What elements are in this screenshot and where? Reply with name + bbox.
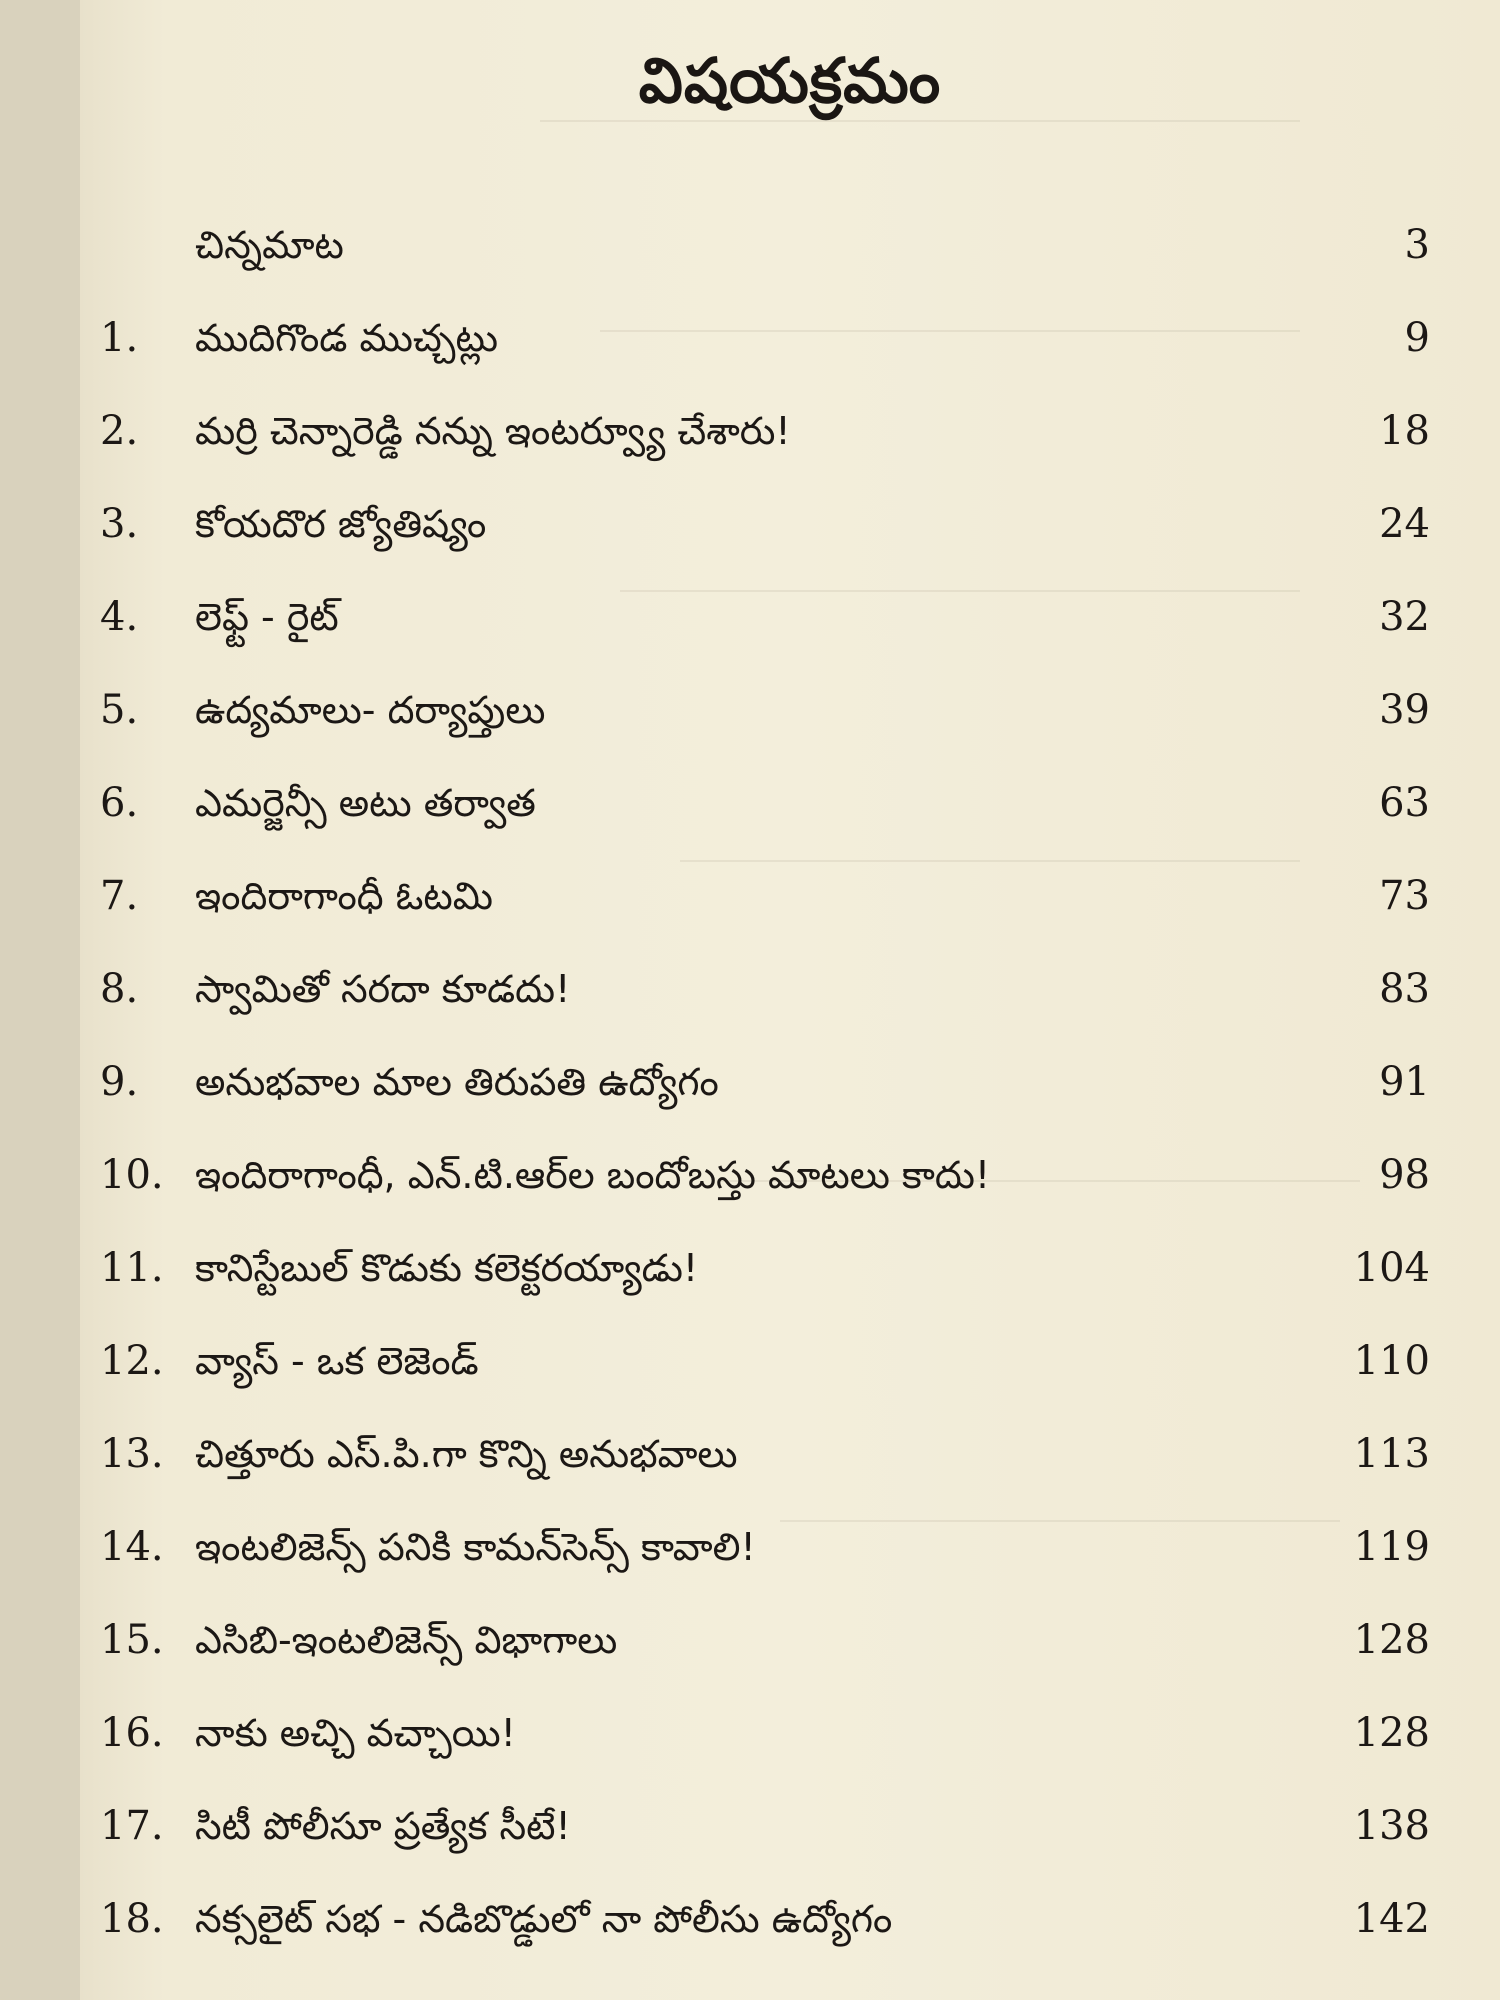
- page-title: విషయక్రమం: [638, 44, 942, 117]
- toc-page-number: 83: [1379, 966, 1430, 1012]
- table-of-contents: [100, 222, 1430, 1989]
- toc-title: ఎమర్జెన్సీ అటు తర్వాత: [195, 781, 536, 825]
- book-page: [80, 0, 1500, 2000]
- toc-title: ఉద్యమాలు- దర్యాప్తులు: [195, 688, 546, 732]
- toc-title: కోయదొర జ్యోతిష్యం: [195, 502, 487, 546]
- toc-number: 7.: [100, 873, 139, 919]
- toc-row: [100, 966, 1430, 1059]
- toc-title: ఇందిరాగాంధీ ఓటమి: [195, 874, 493, 918]
- toc-page-number: 32: [1379, 594, 1430, 640]
- toc-page-number: 24: [1379, 501, 1430, 547]
- toc-page-number: 128: [1353, 1617, 1430, 1663]
- toc-row: [100, 594, 1430, 687]
- toc-title: స్వామితో సరదా కూడదు!: [195, 967, 571, 1011]
- toc-number: 15.: [100, 1617, 164, 1663]
- toc-number: 18.: [100, 1896, 164, 1942]
- toc-page-number: 9: [1404, 315, 1430, 361]
- toc-page-number: 110: [1353, 1338, 1430, 1384]
- toc-page-number: 119: [1353, 1524, 1430, 1570]
- toc-number: 4.: [100, 594, 139, 640]
- toc-page-number: 142: [1353, 1896, 1430, 1942]
- toc-number: 12.: [100, 1338, 164, 1384]
- toc-row: [100, 1896, 1430, 1989]
- toc-row: [100, 687, 1430, 780]
- toc-title: ఇంటలిజెన్స్ పనికి కామన్‌సెన్స్ కావాలి!: [195, 1525, 756, 1569]
- toc-number: 9.: [100, 1059, 139, 1105]
- toc-number: 2.: [100, 408, 139, 454]
- toc-page-number: 63: [1379, 780, 1430, 826]
- toc-row: [100, 315, 1430, 408]
- toc-row: [100, 1338, 1430, 1431]
- toc-page-number: 73: [1379, 873, 1430, 919]
- toc-number: 16.: [100, 1710, 164, 1756]
- toc-page-number: 104: [1353, 1245, 1430, 1291]
- toc-title: లెఫ్ట్ - రైట్: [195, 595, 339, 639]
- toc-number: 3.: [100, 501, 139, 547]
- toc-page-number: 113: [1353, 1431, 1430, 1477]
- toc-row: [100, 222, 1430, 315]
- toc-title: ముదిగొండ ముచ్చట్లు: [195, 316, 498, 360]
- toc-number: 13.: [100, 1431, 164, 1477]
- toc-row: [100, 1617, 1430, 1710]
- toc-page-number: 18: [1379, 408, 1430, 454]
- toc-page-number: 39: [1379, 687, 1430, 733]
- toc-number: 5.: [100, 687, 139, 733]
- toc-title: నాకు అచ్చి వచ్చాయి!: [195, 1711, 516, 1755]
- toc-row: [100, 1524, 1430, 1617]
- toc-row: [100, 1152, 1430, 1245]
- toc-row: [100, 1710, 1430, 1803]
- toc-title: మర్రి చెన్నారెడ్డి నన్ను ఇంటర్వ్యూ చేశారు!: [195, 409, 791, 453]
- toc-title: సిటీ పోలీసూ ప్రత్యేక సీటే!: [195, 1804, 571, 1848]
- toc-title: కానిస్టేబుల్ కొడుకు కలెక్టరయ్యాడు!: [195, 1246, 699, 1290]
- toc-page-number: 3: [1404, 222, 1430, 268]
- toc-number: 17.: [100, 1803, 164, 1849]
- toc-number: 14.: [100, 1524, 164, 1570]
- toc-row: [100, 1245, 1430, 1338]
- toc-page-number: 98: [1379, 1152, 1430, 1198]
- toc-row: [100, 1803, 1430, 1896]
- toc-title: చిత్తూరు ఎస్.పి.గా కొన్ని అనుభవాలు: [195, 1432, 738, 1476]
- toc-number: 11.: [100, 1245, 164, 1291]
- toc-number: 6.: [100, 780, 139, 826]
- toc-title: అనుభవాల మాల తిరుపతి ఉద్యోగం: [195, 1060, 719, 1104]
- toc-page-number: 128: [1353, 1710, 1430, 1756]
- toc-page-number: 91: [1379, 1059, 1430, 1105]
- toc-title: నక్సలైట్ సభ - నడిబొడ్డులో నా పోలీసు ఉద్యోగం: [195, 1897, 893, 1941]
- toc-number: 8.: [100, 966, 139, 1012]
- toc-title: చిన్నమాట: [195, 223, 344, 267]
- toc-title: ఇందిరాగాంధీ, ఎన్.టి.ఆర్‌ల బందోబస్తు మాటలు కాదు!: [195, 1153, 991, 1197]
- toc-row: [100, 1431, 1430, 1524]
- toc-row: [100, 873, 1430, 966]
- toc-page-number: 138: [1353, 1803, 1430, 1849]
- toc-row: [100, 408, 1430, 501]
- toc-row: [100, 1059, 1430, 1152]
- toc-number: 10.: [100, 1152, 164, 1198]
- toc-row: [100, 501, 1430, 594]
- toc-title: వ్యాస్ - ఒక లెజెండ్: [195, 1339, 479, 1383]
- toc-number: 1.: [100, 315, 139, 361]
- toc-row: [100, 780, 1430, 873]
- toc-title: ఎసిబి-ఇంటలిజెన్స్ విభాగాలు: [195, 1618, 618, 1662]
